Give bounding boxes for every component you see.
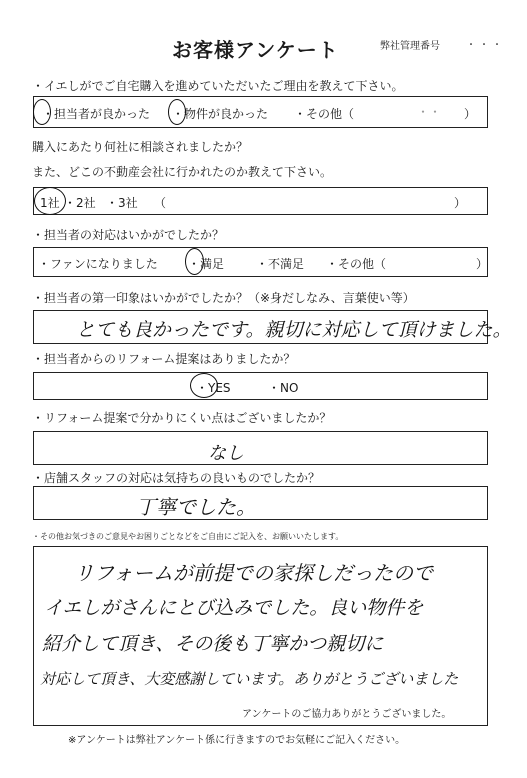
answer-box-store-staff[interactable]	[33, 486, 488, 520]
question-which-company: また、どこの不動産会社に行かれたのか教えて下さい。	[32, 165, 333, 179]
selection-circle	[190, 373, 218, 398]
handwritten-answer: 丁寧でした。	[136, 495, 256, 519]
answer-box-staff-response	[33, 247, 488, 277]
option-2-companies[interactable]: ・2社	[64, 196, 96, 210]
handwritten-answer: とても良かったです。親切に対応して頂けました。	[76, 319, 512, 341]
comment-line-2: イエしがさんにとび込みでした。良い物件を	[44, 597, 424, 619]
option-became-fan[interactable]: ・ファンになりました	[38, 257, 158, 271]
comments-box[interactable]	[33, 546, 488, 726]
answer-box-reform-unclear[interactable]	[33, 431, 488, 465]
management-number-label: 弊社管理番号	[380, 41, 440, 52]
comment-line-4: 対応して頂き、大変感謝しています。ありがとうございました	[40, 670, 459, 688]
selection-circle	[168, 99, 186, 125]
option-1-company[interactable]: 1社	[40, 196, 60, 210]
option-good-staff[interactable]: ・担当者が良かった	[42, 107, 151, 121]
option-other[interactable]: ・その他（	[294, 107, 355, 121]
option-satisfied[interactable]: ・満足	[188, 257, 225, 271]
option-other-close: ）	[464, 107, 477, 121]
option-unsatisfied[interactable]: ・不満足	[256, 257, 305, 271]
question-staff-response: ・担当者の対応はいかがでしたか？	[32, 228, 225, 242]
question-purchase-reason: ・イエしがでご自宅購入を進めていただいたご理由を教えて下さい。	[32, 79, 404, 93]
footer-note: ※アンケートは弊社アンケート係に行きますのでお気軽にご記入ください。	[68, 735, 406, 746]
selection-circle	[185, 248, 204, 275]
option-other[interactable]: ・その他（	[326, 257, 387, 271]
handwritten-answer: なし	[208, 443, 244, 464]
option-good-property[interactable]: ・物件が良かった	[172, 107, 269, 121]
selection-circle	[33, 99, 51, 125]
company-name-open: （	[154, 196, 167, 210]
company-name-close: ）	[454, 196, 467, 210]
question-reform-unclear: ・リフォーム提案で分かりにくい点はございましたか？	[32, 411, 332, 425]
option-yes[interactable]: ・YES	[196, 381, 231, 395]
comment-line-3: 紹介して頂き、その後も丁寧かつ親切に	[42, 633, 384, 655]
answer-box-reform-proposal	[33, 372, 488, 400]
question-first-impression: ・担当者の第一印象はいかがでしたか？（※身だしなみ、言葉使い等）	[32, 291, 415, 305]
answer-box-purchase-reason	[33, 96, 488, 128]
comments-prompt: ・その他お気づきのご意見やお困りごとなどをご自由にご記入を、お願いいたします。	[32, 532, 344, 541]
selection-circle	[34, 187, 66, 215]
option-no[interactable]: ・NO	[268, 381, 299, 395]
question-store-staff: ・店舗スタッフの対応は気持ちの良いものでしたか？	[32, 471, 321, 485]
option-other-close: ）	[476, 257, 489, 271]
question-reform-proposal: ・担当者からのリフォーム提案はありましたか？	[32, 352, 296, 366]
page-title: お客様アンケート	[172, 38, 339, 62]
comment-line-1: リフォームが前提での家探しだったので	[74, 561, 433, 585]
thanks-message: アンケートのご協力ありがとうございました。	[242, 709, 452, 720]
answer-box-first-impression[interactable]	[33, 310, 512, 344]
question-company-count: 購入にあたり何社に相談されましたか？	[32, 140, 249, 154]
management-number-value: ・・・	[466, 40, 505, 51]
other-fill-text: ・・	[417, 105, 442, 119]
option-3-companies[interactable]: ・3社	[106, 196, 138, 210]
answer-box-company-count	[33, 187, 488, 215]
